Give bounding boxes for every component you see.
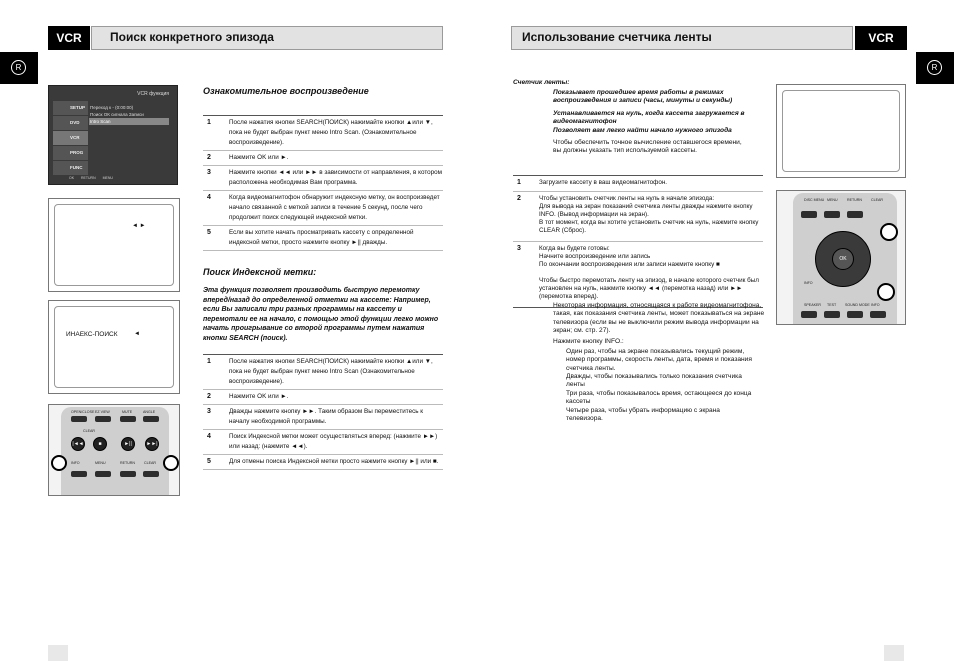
remote-label: OPEN/CLOSE: [71, 410, 95, 414]
left-header: [91, 26, 443, 50]
menu-item-search: Поиск ОК сигнала Записи: [90, 112, 144, 117]
step-text: Если вы хотите начать просматривать кассету с определенной индексной метки, просто нажмите кнопку ►|| дважды.: [229, 229, 414, 246]
vcr-badge-right: VCR: [855, 26, 907, 50]
highlight-circle-icon: [877, 283, 895, 301]
right-page-title: Использование счетчика ленты: [522, 30, 712, 44]
tv-screen-counter: [776, 84, 906, 178]
menu-side-setup: SETUP: [53, 101, 88, 115]
highlight-circle-icon: [163, 455, 179, 471]
remote-label: EZ VIEW: [95, 410, 110, 414]
remote-label: INFO: [871, 303, 880, 307]
step: [513, 175, 763, 191]
info-twice: Дважды, чтобы показывались только показания счетчика ленты: [566, 373, 742, 389]
step-number: 4: [207, 433, 211, 440]
right-header: [511, 26, 853, 50]
step-text: Чтобы установить счетчик ленты на нуль в начале эпизода: Для вывода на экран показаний счетчика ленты дважды нажмите кнопку INFO. (Вывод информации на экран). В тот момент, когда вы хотите установить счетчик на нуль, нажмите кнопку CLEAR (Сброс).: [539, 195, 759, 234]
step: [203, 165, 443, 190]
step: [203, 454, 443, 470]
index-search-title: Поиск Индексной метки:: [203, 267, 317, 277]
step-number: 1: [207, 358, 211, 365]
step-number: 3: [207, 169, 211, 176]
step-text: Загрузите кассету в ваш видеомагнитофон.: [539, 179, 668, 186]
step-number: 5: [207, 229, 211, 236]
right-page-number-box: [884, 645, 904, 661]
vcr-function-menu: [48, 85, 178, 185]
intro-scan-steps: [203, 115, 443, 251]
counter-label: Счетчик ленты:: [513, 79, 570, 86]
counter-desc-plain: Чтобы обеспечить точное вычисление оставшегося времени, вы должны указать тип используемой кассеты.: [553, 139, 742, 155]
remote-label: DISC MENU: [804, 198, 825, 202]
tv-screen-intro-scan: [48, 198, 180, 292]
remote-label: TEST: [827, 303, 837, 307]
left-page-title: Поиск конкретного эпизода: [110, 30, 274, 44]
remote-illustration-left: [48, 404, 180, 496]
side-tab-letter: R: [927, 60, 942, 75]
step-number: 2: [517, 195, 521, 202]
step: [513, 191, 763, 241]
remote-label: RETURN: [847, 198, 862, 202]
vcr-badge-left: VCR: [48, 26, 90, 50]
counter-desc-3: Позволяет вам легко найти начало нужного эпизода: [553, 127, 732, 134]
remote-label: INFO: [71, 461, 80, 465]
step-number: 2: [207, 154, 211, 161]
info-four: Четыре раза, чтобы убрать информацию с экрана телевизора.: [566, 407, 720, 423]
remote-label: SOUND MODE: [845, 303, 870, 307]
left-page-number-box: [48, 645, 68, 661]
remote-label: MUTE: [122, 410, 133, 414]
prev-icon: |◄◄: [71, 437, 85, 451]
menu-item-goto: Переход к - (0:00:00): [90, 105, 134, 110]
counter-desc-1: Показывает прошедшее время работы в режимах воспроизведения и записи (часы, минуты и секунды): [553, 89, 733, 105]
menu-side-dvd: DVD: [53, 116, 88, 130]
menu-side-func: FUNC: [53, 161, 88, 175]
next-icon: ►►|: [145, 437, 159, 451]
step-text: После нажатия кнопки SEARCH(ПОИСК) нажимайте кнопки ▲или ▼, пока не будет выбран пункт меню Intro Scan. (Ознакомительное воспроизведение).: [229, 119, 433, 146]
step: [203, 225, 443, 251]
step-text: Когда вы будете готовы: Начните воспроизведение или запись По окончании воспроизведения или записи нажмите кнопку ■ Чтобы быстро перемотать ленту на эпизод, в начале которого счетчик был установлен на нуль, нажмите кнопку ◄◄ (перемотка назад) или ►► (перемотка вперед).: [539, 245, 759, 300]
step-number: 3: [207, 408, 211, 415]
menu-item-intro-scan: Intro Scan: [89, 118, 169, 125]
step-number: 4: [207, 194, 211, 201]
note-osd: Некоторая информация, относящаяся к работе видеомагнитофона, такая, как показания счетчика ленты, может показываться на экране телевизора (если вы не выключили режим вывода информации на экран; см. стр. 27).: [553, 302, 765, 335]
right-side-tab: [916, 52, 954, 84]
step-text: Нажмите OK или ►.: [229, 154, 289, 161]
step-text: Нажмите OK или ►.: [229, 393, 289, 400]
stop-icon: ■: [93, 437, 107, 451]
step-number: 1: [207, 119, 211, 126]
step: [513, 241, 763, 308]
menu-side-vcr: VCR: [53, 131, 88, 145]
remote-label: SPEAKER: [804, 303, 821, 307]
index-search-intro: Эта функция позволяет производить быструю перемотку вперед/назад до определенной отметки на кассете: Например, если Вы записали три разных программы на кассету и перемотали ее на начало, с помощью этой функции легко можно начать проигрывание со второй программы путем нажатия кнопки SEARCH (поиск).: [203, 287, 439, 342]
ok-button-icon: OK: [832, 248, 854, 270]
step-text: После нажатия кнопки SEARCH(ПОИСК) нажимайте кнопки ▲или ▼, пока не будет выбран пункт меню Intro Scan (Ознакомительное воспроизведение).: [229, 358, 433, 385]
remote-label: CLEAR: [83, 429, 95, 433]
step-text: Поиск Индексной метки может осуществляться вперед: (нажмите ►►) или назад: (нажмите ◄◄).: [229, 433, 438, 450]
remote-label: CLEAR: [871, 198, 883, 202]
counter-steps: [513, 175, 763, 308]
step-number: 5: [207, 458, 211, 465]
step-text: Для отмены поиска Индексной метки просто нажмите кнопку ►|| или ■.: [229, 458, 439, 465]
step-number: 1: [517, 179, 521, 186]
intro-scan-title: Ознакомительное воспроизведение: [203, 86, 369, 96]
step: [203, 404, 443, 429]
step-text: Когда видеомагнитофон обнаружит индексную метку, он воспроизведет начало связанной с меткой записи в течение 5 секунд, после чего продолжит поиск следующей индексной метки.: [229, 194, 440, 221]
info-once: Один раз, чтобы на экране показывались текущий режим, номер программы, скорость ленты, дата, время и показания счетчика ленты.: [566, 348, 752, 372]
highlight-circle-icon: [880, 223, 898, 241]
remote-label: MENU: [827, 198, 838, 202]
step-number: 2: [207, 393, 211, 400]
left-side-tab: [0, 52, 38, 84]
play-pause-icon: ►||: [121, 437, 135, 451]
step-text: Дважды нажмите кнопку ►►. Таким образом Вы переместитесь к началу необходимой программы.: [229, 408, 424, 425]
highlight-circle-icon: [51, 455, 67, 471]
menu-footer: OK RETURN MENU: [69, 176, 113, 180]
step: [203, 150, 443, 165]
screen-rewind-arrow: ◄: [134, 331, 140, 337]
remote-label: INFO: [804, 281, 813, 285]
screen-arrows: ◄ ►: [132, 223, 146, 229]
menu-title: VCR функция: [137, 91, 169, 97]
note-info-press: Нажмите кнопку INFO.:: [553, 338, 624, 345]
index-search-steps: [203, 354, 443, 470]
step-text: Нажмите кнопки ◄◄ или ►► в зависимости от направления, в котором расположена необходимая Вам программа.: [229, 169, 442, 186]
counter-desc-2: Устанавливается на нуль, когда кассета загружается в видеомагнитофон: [553, 110, 745, 126]
navigation-ring-icon: [815, 231, 871, 287]
menu-side: [53, 101, 88, 176]
side-tab-letter: R: [11, 60, 26, 75]
info-three: Три раза, чтобы показывалось время, остающееся до конца кассеты: [566, 390, 752, 406]
remote-illustration-right: [776, 190, 906, 325]
step: [203, 354, 443, 389]
remote-label: RETURN: [120, 461, 135, 465]
remote-label: MENU: [95, 461, 106, 465]
tv-screen-index-search: [48, 300, 180, 394]
step: [203, 389, 443, 404]
step-number: 3: [517, 245, 521, 252]
remote-label: ANGLE: [143, 410, 156, 414]
step: [203, 429, 443, 454]
menu-side-prog: PROG: [53, 146, 88, 160]
step: [203, 115, 443, 150]
step: [203, 190, 443, 225]
screen-index-text: ИНАЕКС-ПОИСК: [66, 331, 118, 338]
remote-label: CLEAR: [144, 461, 156, 465]
menu-items: [89, 104, 169, 125]
